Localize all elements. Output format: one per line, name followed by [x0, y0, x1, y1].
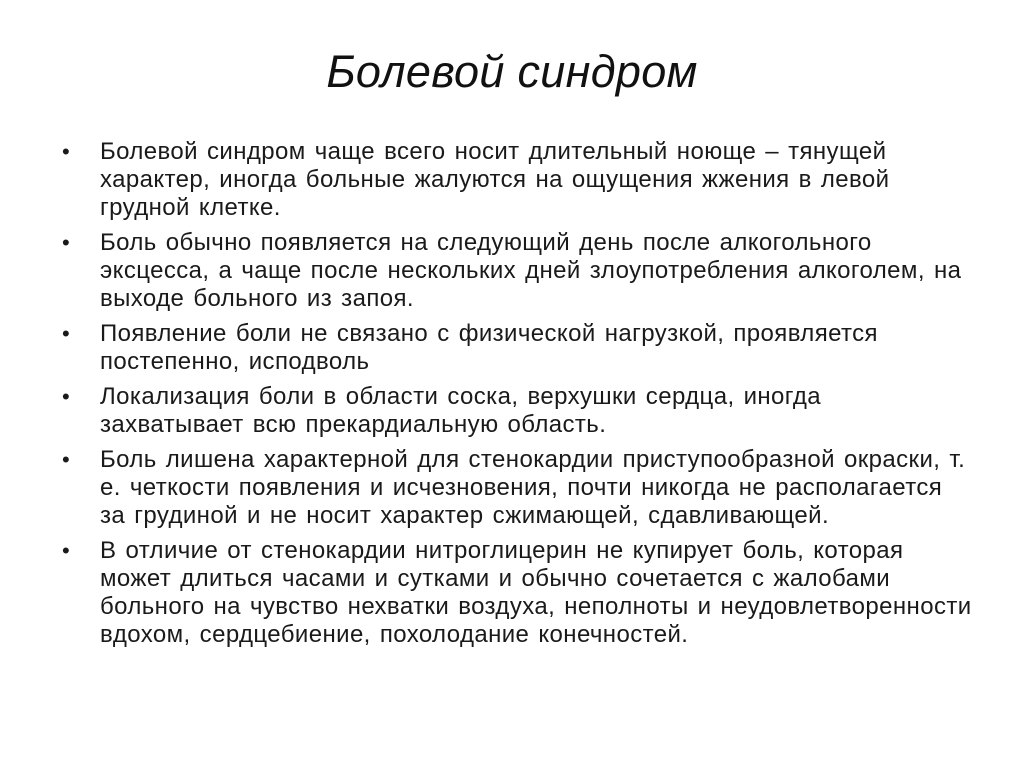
list-item — [62, 320, 972, 376]
bullet-icon: • — [62, 384, 70, 409]
bullet-icon: • — [62, 321, 70, 346]
list-item — [62, 383, 972, 439]
bullet-list — [62, 138, 972, 656]
bullet-icon: • — [62, 139, 70, 164]
list-item — [62, 229, 972, 313]
list-item — [62, 446, 972, 530]
bullet-icon: • — [62, 538, 70, 563]
bullet-icon: • — [62, 230, 70, 255]
bullet-text: Боль обычно появляется на следующий день после алкогольного эксцесса, а чаще после нескольких дней злоупотребления алкоголем, на выходе больного из запоя. — [100, 229, 962, 312]
bullet-text: Локализация боли в области соска, верхушки сердца, иногда захватывает всю прекардиальную область. — [100, 383, 822, 438]
bullet-text: Болевой синдром чаще всего носит длительный ноюще – тянущей характер, иногда больные жалуются на ощущения жжения в левой грудной клетке. — [100, 138, 890, 221]
list-item — [62, 138, 972, 222]
bullet-text: Боль лишена характерной для стенокардии приступообразной окраски, т. е. четкости появления и исчезновения, почти никогда не располагается за грудиной и не носит характер сжимающей, сдавливающей. — [100, 446, 966, 529]
bullet-icon: • — [62, 447, 70, 472]
list-item — [62, 537, 972, 649]
bullet-text: Появление боли не связано с физической нагрузкой, проявляется постепенно, исподволь — [100, 320, 878, 375]
slide-title: Болевой синдром — [326, 46, 698, 97]
bullet-text: В отличие от стенокардии нитроглицерин не купирует боль, которая может длиться часами и сутками и обычно сочетается с жалобами больного на чувство нехватки воздуха, неполноты и неудовлетворенности вдохом, сердцебиение, похолодание конечностей. — [100, 537, 972, 648]
